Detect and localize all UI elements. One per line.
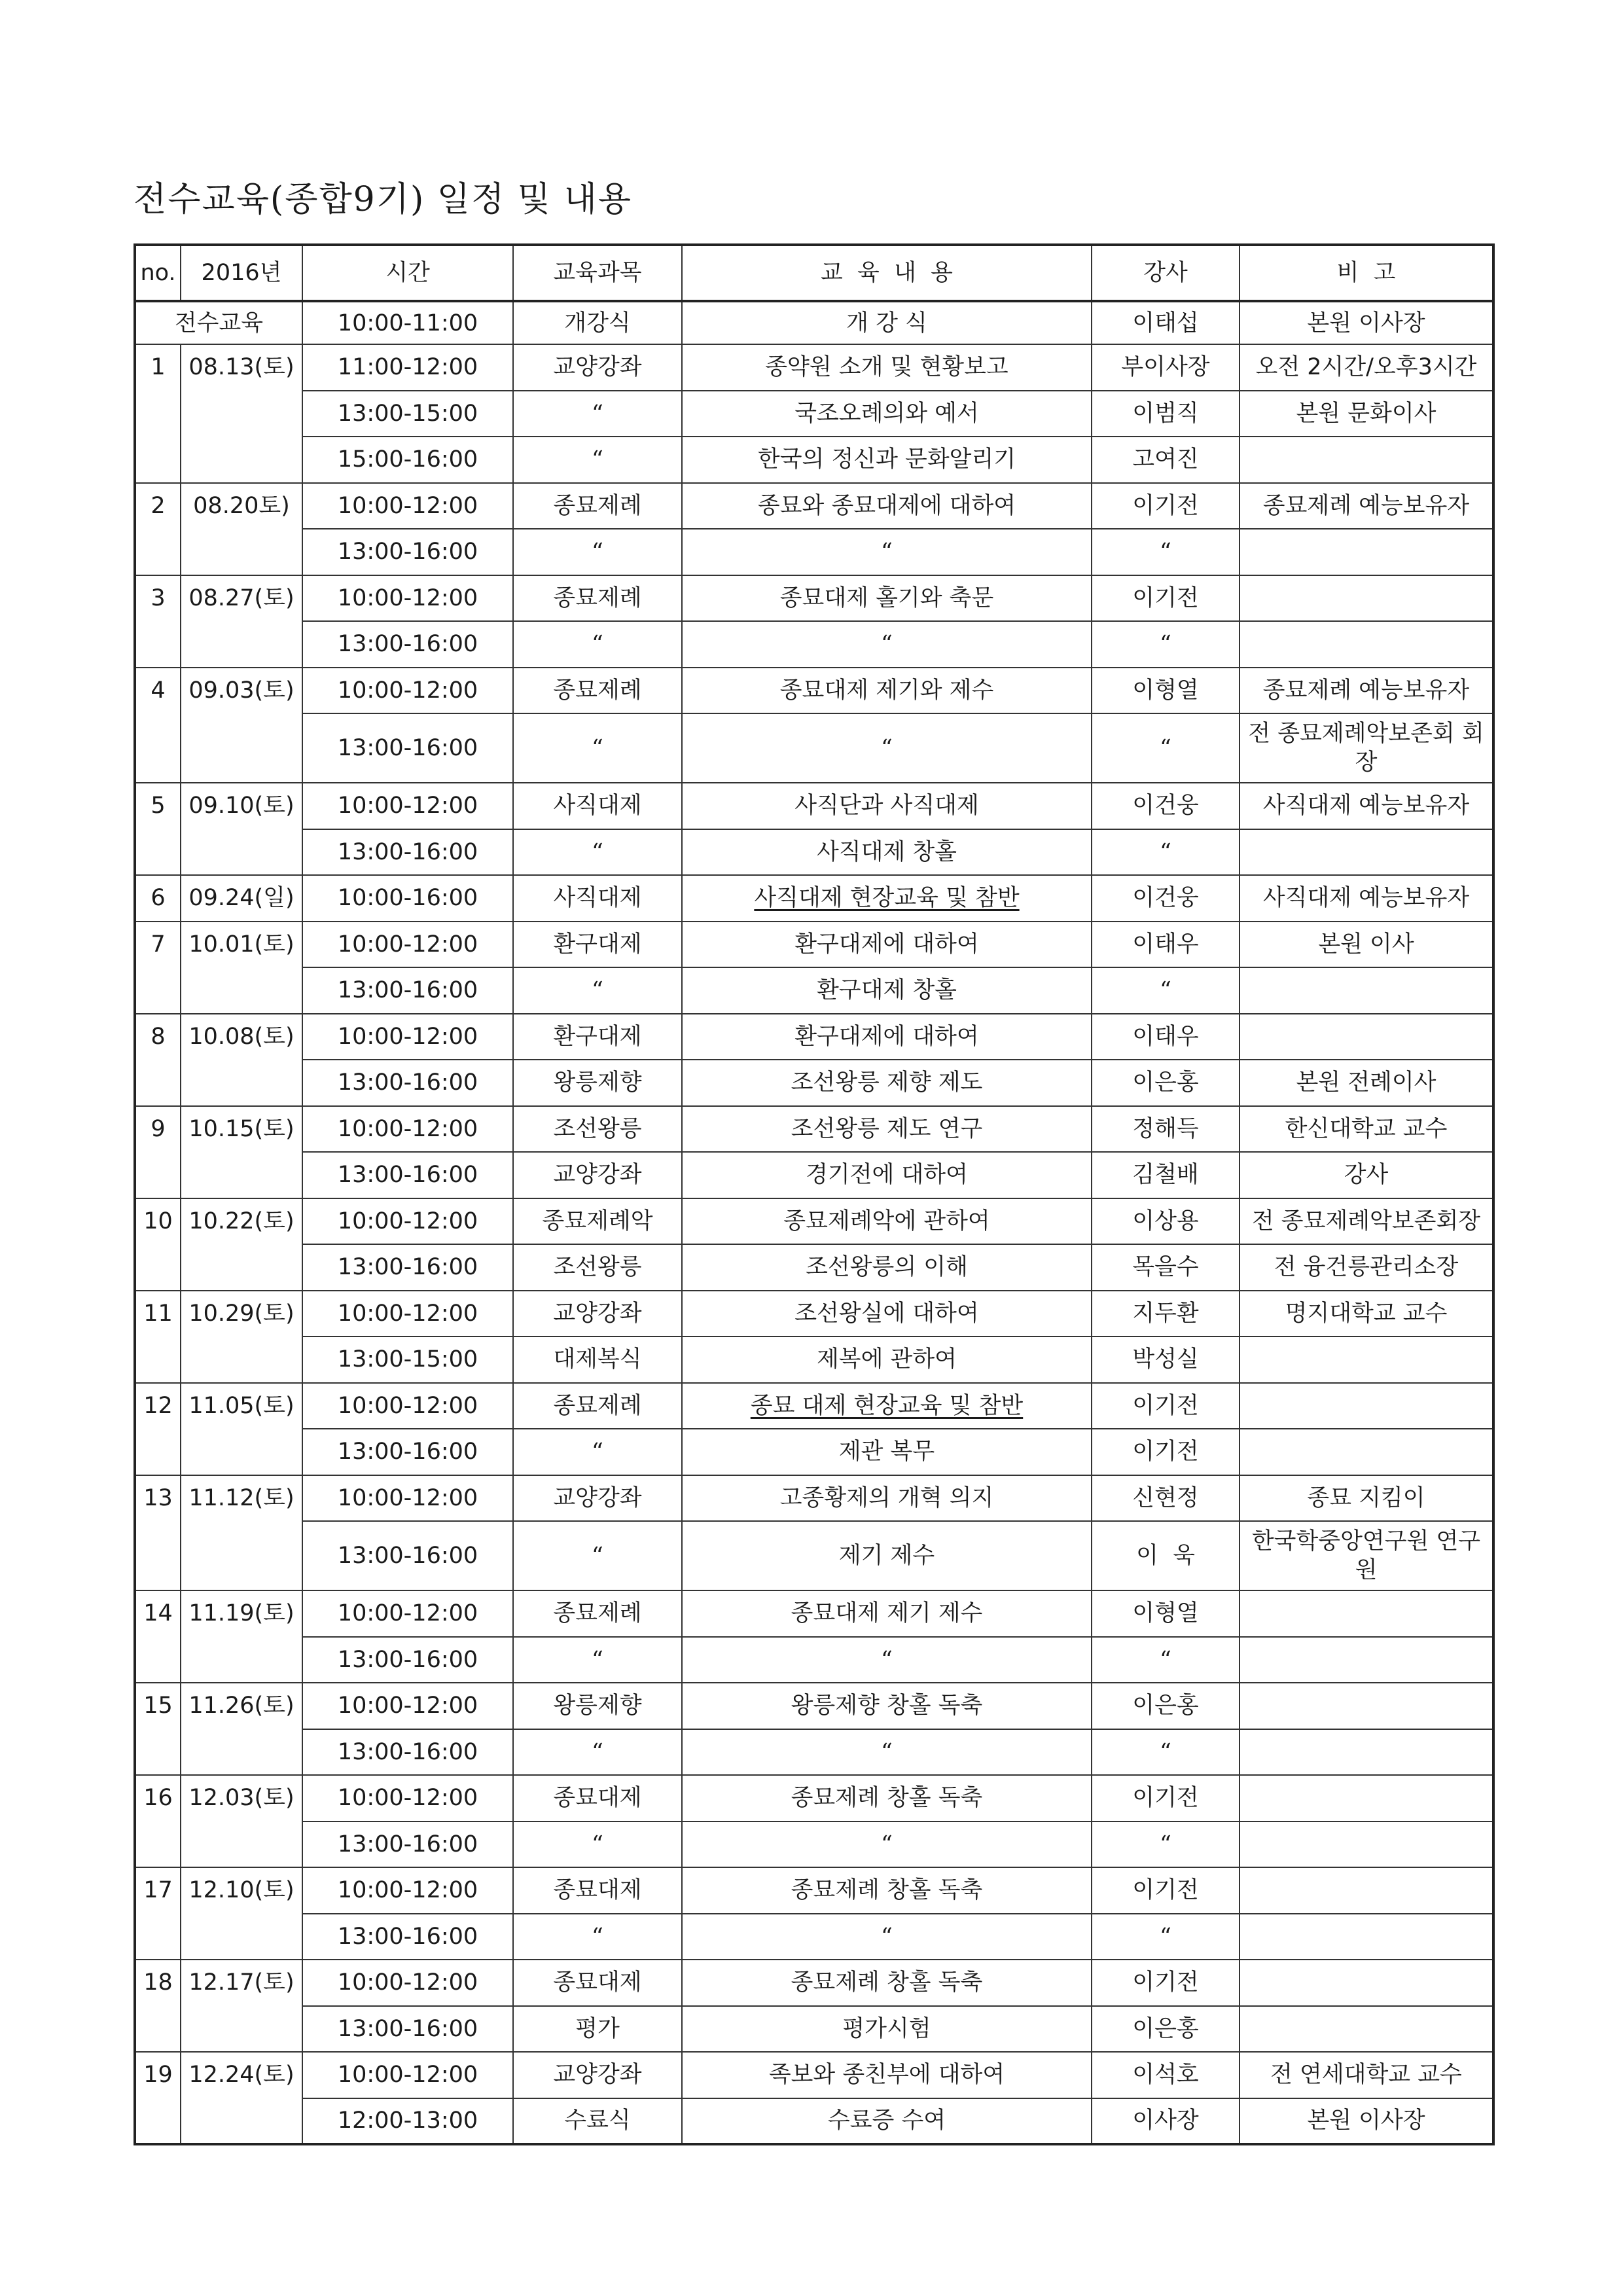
cell-subject: 교양강좌 <box>513 1152 682 1198</box>
cell-subject: 종묘제례 <box>513 1383 682 1429</box>
cell-subject: “ <box>513 1729 682 1776</box>
cell-session-date: 08.27(토) <box>181 575 302 668</box>
table-row <box>135 1821 1493 1868</box>
cell-subject: 종묘대제 <box>513 1775 682 1821</box>
cell-content: 제기 제수 <box>682 1521 1092 1590</box>
cell-session-no: 12 <box>135 1383 181 1475</box>
cell-remark: 본원 이사장 <box>1240 2098 1493 2145</box>
table-row <box>135 344 1493 391</box>
cell-content: 종묘제례악에 관하여 <box>682 1198 1092 1245</box>
cell-remark: 전 종묘제례악보존회장 <box>1240 1198 1493 1245</box>
cell-time: 13:00-16:00 <box>302 1914 513 1960</box>
cell-remark: 종묘제례 예능보유자 <box>1240 668 1493 714</box>
cell-subject: 종묘제례 <box>513 483 682 529</box>
table-row <box>135 575 1493 622</box>
cell-content: 개 강 식 <box>682 301 1092 344</box>
cell-subject: “ <box>513 391 682 437</box>
table-row <box>135 437 1493 483</box>
cell-remark: 전 종묘제례악보존회 회장 <box>1240 713 1493 783</box>
cell-session-date: 11.05(토) <box>181 1383 302 1475</box>
cell-time: 10:00-12:00 <box>302 1867 513 1914</box>
cell-session-date: 10.01(토) <box>181 922 302 1014</box>
cell-lecturer: 이형열 <box>1092 668 1240 714</box>
cell-time: 10:00-12:00 <box>302 575 513 622</box>
table-row <box>135 529 1493 575</box>
cell-time: 13:00-16:00 <box>302 1060 513 1106</box>
cell-lecturer: 이건웅 <box>1092 783 1240 829</box>
cell-time: 13:00-16:00 <box>302 529 513 575</box>
table-row <box>135 1336 1493 1383</box>
cell-remark <box>1240 1383 1493 1429</box>
cell-subject: 조선왕릉 <box>513 1106 682 1153</box>
cell-subject: 개강식 <box>513 301 682 344</box>
cell-session-date: 11.26(토) <box>181 1683 302 1775</box>
table-row <box>135 2006 1493 2053</box>
cell-time: 10:00-12:00 <box>302 1198 513 1245</box>
cell-subject: “ <box>513 437 682 483</box>
cell-session-date: 12.10(토) <box>181 1867 302 1960</box>
cell-session-no: 2 <box>135 483 181 575</box>
cell-lecturer: 고여진 <box>1092 437 1240 483</box>
cell-subject: 대제복식 <box>513 1336 682 1383</box>
cell-content: 종약원 소개 및 현황보고 <box>682 344 1092 391</box>
cell-lecturer: 이은홍 <box>1092 2006 1240 2053</box>
cell-remark: 사직대제 예능보유자 <box>1240 783 1493 829</box>
cell-remark <box>1240 1429 1493 1475</box>
cell-remark <box>1240 1336 1493 1383</box>
cell-session-date: 08.20토) <box>181 483 302 575</box>
cell-time: 10:00-11:00 <box>302 301 513 344</box>
cell-lecturer: 이상용 <box>1092 1198 1240 1245</box>
cell-session-date: 08.13(토) <box>181 344 302 483</box>
cell-time: 10:00-12:00 <box>302 483 513 529</box>
table-row <box>135 1014 1493 1060</box>
cell-subject: 교양강좌 <box>513 344 682 391</box>
cell-lecturer: 이태우 <box>1092 922 1240 968</box>
cell-remark: 명지대학교 교수 <box>1240 1291 1493 1337</box>
cell-time: 10:00-12:00 <box>302 1291 513 1337</box>
cell-remark <box>1240 2006 1493 2053</box>
cell-subject: “ <box>513 1821 682 1868</box>
header-lecturer: 강사 <box>1092 245 1240 301</box>
table-row <box>135 1198 1493 1245</box>
cell-time: 13:00-16:00 <box>302 1821 513 1868</box>
cell-session-no: 8 <box>135 1014 181 1106</box>
opening-label: 전수교육 <box>135 301 302 344</box>
cell-lecturer: 이은홍 <box>1092 1060 1240 1106</box>
cell-remark <box>1240 1014 1493 1060</box>
cell-session-no: 1 <box>135 344 181 483</box>
cell-remark <box>1240 1960 1493 2006</box>
cell-content: 사직단과 사직대제 <box>682 783 1092 829</box>
cell-content: “ <box>682 621 1092 668</box>
table-row <box>135 1914 1493 1960</box>
cell-session-no: 14 <box>135 1590 181 1683</box>
cell-subject: “ <box>513 1429 682 1475</box>
cell-content: 종묘제례 창홀 독축 <box>682 1867 1092 1914</box>
table-row <box>135 1244 1493 1291</box>
cell-time: 10:00-12:00 <box>302 2052 513 2098</box>
cell-content: 사직대제 창홀 <box>682 829 1092 876</box>
cell-session-no: 13 <box>135 1475 181 1591</box>
cell-session-date: 09.24(일) <box>181 875 302 922</box>
cell-subject: 종묘제례 <box>513 1590 682 1637</box>
cell-lecturer: “ <box>1092 1637 1240 1683</box>
cell-content: 국조오례의와 예서 <box>682 391 1092 437</box>
cell-lecturer: 이은홍 <box>1092 1683 1240 1729</box>
cell-content: 종묘제례 창홀 독축 <box>682 1775 1092 1821</box>
cell-time: 13:00-16:00 <box>302 1429 513 1475</box>
table-row <box>135 391 1493 437</box>
cell-lecturer: 이기전 <box>1092 1960 1240 2006</box>
cell-time: 12:00-13:00 <box>302 2098 513 2145</box>
cell-time: 13:00-16:00 <box>302 829 513 876</box>
cell-content: “ <box>682 1914 1092 1960</box>
table-header-row <box>135 245 1493 301</box>
cell-session-no: 15 <box>135 1683 181 1775</box>
cell-content: 왕릉제향 창홀 독축 <box>682 1683 1092 1729</box>
cell-subject: “ <box>513 1637 682 1683</box>
cell-content: 종묘제례 창홀 독축 <box>682 1960 1092 2006</box>
cell-content: 평가시험 <box>682 2006 1092 2053</box>
cell-lecturer: 이건웅 <box>1092 875 1240 922</box>
table-row <box>135 1521 1493 1590</box>
cell-content: 종묘대제 홀기와 축문 <box>682 575 1092 622</box>
cell-content: 종묘대제 제기 제수 <box>682 1590 1092 1637</box>
cell-time: 10:00-12:00 <box>302 922 513 968</box>
table-row <box>135 621 1493 668</box>
cell-session-date: 12.24(토) <box>181 2052 302 2144</box>
cell-time: 13:00-16:00 <box>302 967 513 1014</box>
cell-lecturer: “ <box>1092 1821 1240 1868</box>
cell-subject: “ <box>513 829 682 876</box>
cell-subject: “ <box>513 1521 682 1590</box>
cell-content: 조선왕실에 대하여 <box>682 1291 1092 1337</box>
cell-time: 13:00-16:00 <box>302 713 513 783</box>
header-date: 2016년 <box>181 245 302 301</box>
cell-remark: 사직대제 예능보유자 <box>1240 875 1493 922</box>
cell-remark <box>1240 1637 1493 1683</box>
cell-subject: 수료식 <box>513 2098 682 2145</box>
cell-remark: 강사 <box>1240 1152 1493 1198</box>
document-title: 전수교육(종합9기) 일정 및 내용 <box>134 180 633 219</box>
cell-session-no: 18 <box>135 1960 181 2052</box>
cell-remark <box>1240 1683 1493 1729</box>
cell-remark <box>1240 1821 1493 1868</box>
cell-time: 13:00-15:00 <box>302 1336 513 1383</box>
cell-remark: 전 융건릉관리소장 <box>1240 1244 1493 1291</box>
cell-content: 종묘대제 제기와 제수 <box>682 668 1092 714</box>
cell-remark <box>1240 621 1493 668</box>
cell-subject: 왕릉제향 <box>513 1683 682 1729</box>
schedule-table <box>134 243 1495 2145</box>
cell-remark: 한국학중앙연구원 연구원 <box>1240 1521 1493 1590</box>
cell-lecturer: 부이사장 <box>1092 344 1240 391</box>
cell-remark: 종묘 지킴이 <box>1240 1475 1493 1522</box>
cell-session-date: 10.15(토) <box>181 1106 302 1198</box>
cell-remark: 본원 이사 <box>1240 922 1493 968</box>
cell-time: 13:00-16:00 <box>302 1729 513 1776</box>
cell-session-date: 12.03(토) <box>181 1775 302 1867</box>
cell-lecturer: 김철배 <box>1092 1152 1240 1198</box>
header-subject: 교육과목 <box>513 245 682 301</box>
table-row <box>135 783 1493 829</box>
cell-lecturer: “ <box>1092 621 1240 668</box>
table-row <box>135 1683 1493 1729</box>
cell-subject: 왕릉제향 <box>513 1060 682 1106</box>
cell-session-no: 17 <box>135 1867 181 1960</box>
cell-lecturer: 이형열 <box>1092 1590 1240 1637</box>
cell-lecturer: “ <box>1092 1729 1240 1776</box>
cell-lecturer: 이태섭 <box>1092 301 1240 344</box>
table-row <box>135 1729 1493 1776</box>
cell-remark <box>1240 967 1493 1014</box>
header-time: 시간 <box>302 245 513 301</box>
cell-lecturer: “ <box>1092 829 1240 876</box>
table-row <box>135 668 1493 714</box>
cell-remark: 종묘제례 예능보유자 <box>1240 483 1493 529</box>
cell-content: 족보와 종친부에 대하여 <box>682 2052 1092 2098</box>
cell-remark <box>1240 437 1493 483</box>
cell-remark <box>1240 1729 1493 1776</box>
table-row <box>135 2052 1493 2098</box>
cell-time: 13:00-16:00 <box>302 1244 513 1291</box>
cell-content: 조선왕릉 제향 제도 <box>682 1060 1092 1106</box>
cell-lecturer: 신현정 <box>1092 1475 1240 1522</box>
cell-lecturer: “ <box>1092 529 1240 575</box>
table-row <box>135 2098 1493 2145</box>
table-row <box>135 829 1493 876</box>
cell-session-no: 9 <box>135 1106 181 1198</box>
cell-time: 13:00-15:00 <box>302 391 513 437</box>
cell-remark: 본원 전례이사 <box>1240 1060 1493 1106</box>
table-row <box>135 1475 1493 1522</box>
cell-time: 13:00-16:00 <box>302 1637 513 1683</box>
cell-content: 종묘와 종묘대제에 대하여 <box>682 483 1092 529</box>
cell-subject: “ <box>513 713 682 783</box>
cell-subject: 조선왕릉 <box>513 1244 682 1291</box>
cell-lecturer: 이기전 <box>1092 1867 1240 1914</box>
cell-session-no: 5 <box>135 783 181 875</box>
cell-time: 13:00-16:00 <box>302 1152 513 1198</box>
cell-lecturer: 이사장 <box>1092 2098 1240 2145</box>
cell-subject: “ <box>513 1914 682 1960</box>
cell-lecturer: “ <box>1092 713 1240 783</box>
cell-subject: 종묘제례 <box>513 575 682 622</box>
cell-time: 10:00-12:00 <box>302 668 513 714</box>
cell-remark <box>1240 1867 1493 1914</box>
cell-time: 10:00-12:00 <box>302 1775 513 1821</box>
cell-subject: 평가 <box>513 2006 682 2053</box>
cell-subject: 종묘제례 <box>513 668 682 714</box>
cell-content: 환구대제에 대하여 <box>682 922 1092 968</box>
cell-lecturer: 이기전 <box>1092 1383 1240 1429</box>
cell-time: 10:00-12:00 <box>302 1590 513 1637</box>
cell-session-no: 3 <box>135 575 181 668</box>
cell-content: 경기전에 대하여 <box>682 1152 1092 1198</box>
cell-time: 10:00-16:00 <box>302 875 513 922</box>
cell-session-date: 10.22(토) <box>181 1198 302 1291</box>
cell-subject: 환구대제 <box>513 1014 682 1060</box>
cell-content: 고종황제의 개혁 의지 <box>682 1475 1092 1522</box>
table-row <box>135 1429 1493 1475</box>
cell-session-no: 16 <box>135 1775 181 1867</box>
cell-content: 종묘 대제 현장교육 및 참반 <box>682 1383 1092 1429</box>
cell-time: 10:00-12:00 <box>302 1014 513 1060</box>
table-row <box>135 1590 1493 1637</box>
cell-content: “ <box>682 713 1092 783</box>
cell-subject: 사직대제 <box>513 783 682 829</box>
cell-time: 13:00-16:00 <box>302 2006 513 2053</box>
cell-time: 10:00-12:00 <box>302 1106 513 1153</box>
cell-content: 한국의 정신과 문화알리기 <box>682 437 1092 483</box>
cell-content: “ <box>682 1821 1092 1868</box>
cell-subject: 교양강좌 <box>513 2052 682 2098</box>
cell-time: 10:00-12:00 <box>302 1960 513 2006</box>
cell-remark: 오전 2시간/오후3시간 <box>1240 344 1493 391</box>
table-row <box>135 875 1493 922</box>
cell-content: 제관 복무 <box>682 1429 1092 1475</box>
cell-content: 조선왕릉 제도 연구 <box>682 1106 1092 1153</box>
table-row <box>135 967 1493 1014</box>
cell-lecturer: 박성실 <box>1092 1336 1240 1383</box>
cell-subject: 종묘제례악 <box>513 1198 682 1245</box>
table-row <box>135 713 1493 783</box>
cell-remark: 한신대학교 교수 <box>1240 1106 1493 1153</box>
table-row <box>135 1383 1493 1429</box>
table-row <box>135 922 1493 968</box>
cell-session-no: 7 <box>135 922 181 1014</box>
cell-remark: 본원 이사장 <box>1240 301 1493 344</box>
cell-time: 10:00-12:00 <box>302 783 513 829</box>
cell-content: 환구대제 창홀 <box>682 967 1092 1014</box>
table-row <box>135 1152 1493 1198</box>
cell-content: “ <box>682 529 1092 575</box>
cell-session-no: 4 <box>135 668 181 783</box>
table-row <box>135 1060 1493 1106</box>
table-row <box>135 483 1493 529</box>
cell-lecturer: 정해득 <box>1092 1106 1240 1153</box>
cell-session-date: 11.12(토) <box>181 1475 302 1591</box>
cell-content: 조선왕릉의 이해 <box>682 1244 1092 1291</box>
cell-subject: 사직대제 <box>513 875 682 922</box>
cell-remark <box>1240 1590 1493 1637</box>
cell-lecturer: 이기전 <box>1092 483 1240 529</box>
cell-content: 제복에 관하여 <box>682 1336 1092 1383</box>
cell-lecturer: 지두환 <box>1092 1291 1240 1337</box>
cell-session-date: 09.10(토) <box>181 783 302 875</box>
cell-subject: 교양강좌 <box>513 1475 682 1522</box>
cell-lecturer: 이기전 <box>1092 1429 1240 1475</box>
cell-session-no: 6 <box>135 875 181 922</box>
cell-subject: 교양강좌 <box>513 1291 682 1337</box>
table-row <box>135 1637 1493 1683</box>
cell-subject: 종묘대제 <box>513 1960 682 2006</box>
cell-session-date: 10.08(토) <box>181 1014 302 1106</box>
cell-lecturer: “ <box>1092 967 1240 1014</box>
cell-lecturer: 이석호 <box>1092 2052 1240 2098</box>
cell-remark <box>1240 1775 1493 1821</box>
cell-remark <box>1240 529 1493 575</box>
header-no: no. <box>135 245 181 301</box>
cell-subject: “ <box>513 621 682 668</box>
cell-session-no: 11 <box>135 1291 181 1383</box>
cell-session-no: 19 <box>135 2052 181 2144</box>
header-remark: 비 고 <box>1240 245 1493 301</box>
header-content: 교 육 내 용 <box>682 245 1092 301</box>
cell-lecturer: 이태우 <box>1092 1014 1240 1060</box>
cell-content: 환구대제에 대하여 <box>682 1014 1092 1060</box>
cell-lecturer: “ <box>1092 1914 1240 1960</box>
cell-subject: 종묘대제 <box>513 1867 682 1914</box>
cell-time: 15:00-16:00 <box>302 437 513 483</box>
cell-lecturer: 이기전 <box>1092 1775 1240 1821</box>
cell-session-date: 10.29(토) <box>181 1291 302 1383</box>
cell-remark: 전 연세대학교 교수 <box>1240 2052 1493 2098</box>
table-row <box>135 1106 1493 1153</box>
cell-time: 10:00-12:00 <box>302 1383 513 1429</box>
cell-lecturer: 이 욱 <box>1092 1521 1240 1590</box>
cell-remark <box>1240 1914 1493 1960</box>
cell-time: 11:00-12:00 <box>302 344 513 391</box>
cell-content: “ <box>682 1729 1092 1776</box>
table-row <box>135 1291 1493 1337</box>
cell-remark <box>1240 575 1493 622</box>
cell-content: “ <box>682 1637 1092 1683</box>
cell-content: 사직대제 현장교육 및 참반 <box>682 875 1092 922</box>
cell-subject: 환구대제 <box>513 922 682 968</box>
cell-remark: 본원 문화이사 <box>1240 391 1493 437</box>
cell-subject: “ <box>513 529 682 575</box>
table-row <box>135 1775 1493 1821</box>
cell-lecturer: 이범직 <box>1092 391 1240 437</box>
cell-time: 13:00-16:00 <box>302 621 513 668</box>
cell-subject: “ <box>513 967 682 1014</box>
cell-session-date: 12.17(토) <box>181 1960 302 2052</box>
cell-time: 10:00-12:00 <box>302 1683 513 1729</box>
cell-session-no: 10 <box>135 1198 181 1291</box>
cell-session-date: 09.03(토) <box>181 668 302 783</box>
opening-row <box>135 301 1493 344</box>
cell-time: 10:00-12:00 <box>302 1475 513 1522</box>
table-row <box>135 1867 1493 1914</box>
table-row <box>135 1960 1493 2006</box>
cell-remark <box>1240 829 1493 876</box>
cell-content: 수료증 수여 <box>682 2098 1092 2145</box>
cell-session-date: 11.19(토) <box>181 1590 302 1683</box>
cell-lecturer: 이기전 <box>1092 575 1240 622</box>
cell-lecturer: 목을수 <box>1092 1244 1240 1291</box>
cell-time: 13:00-16:00 <box>302 1521 513 1590</box>
